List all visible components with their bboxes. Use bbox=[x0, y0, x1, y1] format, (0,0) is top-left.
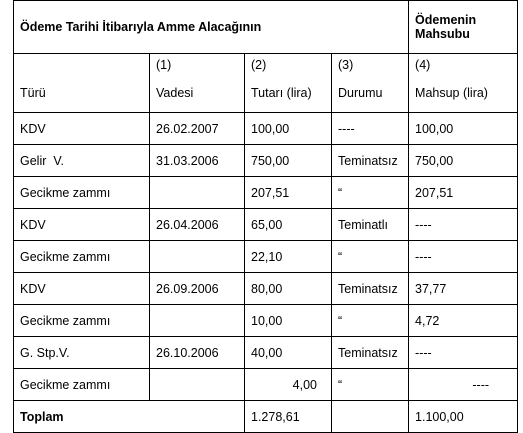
cell-durum: Teminatsız bbox=[332, 337, 409, 369]
cell-tutar: 65,00 bbox=[245, 209, 332, 241]
cell-tutar: 10,00 bbox=[245, 305, 332, 337]
cell-durum: ---- bbox=[332, 113, 409, 145]
column-label: Vadesi bbox=[156, 86, 194, 100]
cell-durum: “ bbox=[332, 305, 409, 337]
column-header-durum bbox=[332, 54, 409, 113]
title-row bbox=[14, 1, 518, 54]
cell-vade: 26.04.2006 bbox=[150, 209, 245, 241]
cell-vade: 26.02.2007 bbox=[150, 113, 245, 145]
table-row bbox=[14, 241, 518, 273]
column-header-tur bbox=[14, 54, 150, 113]
cell-tutar: 22,10 bbox=[245, 241, 332, 273]
total-row bbox=[14, 401, 518, 433]
total-mahsup: 1.100,00 bbox=[409, 401, 518, 433]
column-header-tutar bbox=[245, 54, 332, 113]
cell-tutar: 40,00 bbox=[245, 337, 332, 369]
column-header-mahsup bbox=[409, 54, 518, 113]
cell-durum: Teminatsız bbox=[332, 273, 409, 305]
column-header-row bbox=[14, 54, 518, 113]
cell-tutar: 100,00 bbox=[245, 113, 332, 145]
cell-mahsup: 207,51 bbox=[409, 177, 518, 209]
column-label: Mahsup (lira) bbox=[415, 86, 488, 100]
column-header-vade bbox=[150, 54, 245, 113]
cell-tur: Gecikme zammı bbox=[14, 369, 150, 401]
amme-alacak-table bbox=[13, 0, 518, 433]
cell-mahsup: 37,77 bbox=[409, 273, 518, 305]
cell-durum: Teminatsız bbox=[332, 145, 409, 177]
table-row bbox=[14, 145, 518, 177]
cell-mahsup: ---- bbox=[409, 369, 518, 401]
cell-mahsup: ---- bbox=[409, 337, 518, 369]
cell-mahsup: ---- bbox=[409, 209, 518, 241]
table-row bbox=[14, 113, 518, 145]
total-tutar: 1.278,61 bbox=[245, 401, 332, 433]
cell-tur: KDV bbox=[14, 113, 150, 145]
cell-tutar: 207,51 bbox=[245, 177, 332, 209]
cell-tur: Gecikme zammı bbox=[14, 241, 150, 273]
cell-tur: KDV bbox=[14, 273, 150, 305]
mahsup-header bbox=[409, 1, 518, 54]
mahsup-header-line2: Mahsubu bbox=[415, 27, 470, 41]
cell-durum: Teminatlı bbox=[332, 209, 409, 241]
cell-vade: 31.03.2006 bbox=[150, 145, 245, 177]
cell-durum: “ bbox=[332, 177, 409, 209]
cell-vade bbox=[150, 369, 245, 401]
cell-vade: 26.09.2006 bbox=[150, 273, 245, 305]
column-number: (3) bbox=[338, 58, 354, 72]
table-title: Ödeme Tarihi İtibarıyla Amme Alacağının bbox=[14, 1, 409, 54]
cell-durum: “ bbox=[332, 241, 409, 273]
cell-mahsup: ---- bbox=[409, 241, 518, 273]
table-row bbox=[14, 177, 518, 209]
cell-mahsup: 750,00 bbox=[409, 145, 518, 177]
column-label: Durumu bbox=[338, 86, 383, 100]
column-number bbox=[20, 58, 143, 72]
cell-vade bbox=[150, 241, 245, 273]
cell-durum: “ bbox=[332, 369, 409, 401]
column-number: (4) bbox=[415, 58, 431, 72]
column-number: (1) bbox=[156, 58, 172, 72]
cell-vade bbox=[150, 305, 245, 337]
cell-mahsup: 100,00 bbox=[409, 113, 518, 145]
mahsup-header-line1: Ödemenin bbox=[415, 13, 477, 27]
total-label: Toplam bbox=[14, 401, 245, 433]
cell-tutar: 80,00 bbox=[245, 273, 332, 305]
table-row bbox=[14, 369, 518, 401]
table-row bbox=[14, 209, 518, 241]
cell-tur: G. Stp.V. bbox=[14, 337, 150, 369]
table-row bbox=[14, 273, 518, 305]
column-label: Tutarı (lira) bbox=[251, 86, 312, 100]
cell-tutar: 4,00 bbox=[245, 369, 332, 401]
cell-tur: Gecikme zammı bbox=[14, 305, 150, 337]
cell-tur: Gelir V. bbox=[14, 145, 150, 177]
column-number: (2) bbox=[251, 58, 267, 72]
cell-tur: KDV bbox=[14, 209, 150, 241]
column-label: Türü bbox=[20, 86, 46, 100]
table-row bbox=[14, 305, 518, 337]
cell-mahsup: 4,72 bbox=[409, 305, 518, 337]
cell-tur: Gecikme zammı bbox=[14, 177, 150, 209]
cell-vade bbox=[150, 177, 245, 209]
total-durum-empty bbox=[332, 401, 409, 433]
table-row bbox=[14, 337, 518, 369]
cell-vade: 26.10.2006 bbox=[150, 337, 245, 369]
cell-tutar: 750,00 bbox=[245, 145, 332, 177]
